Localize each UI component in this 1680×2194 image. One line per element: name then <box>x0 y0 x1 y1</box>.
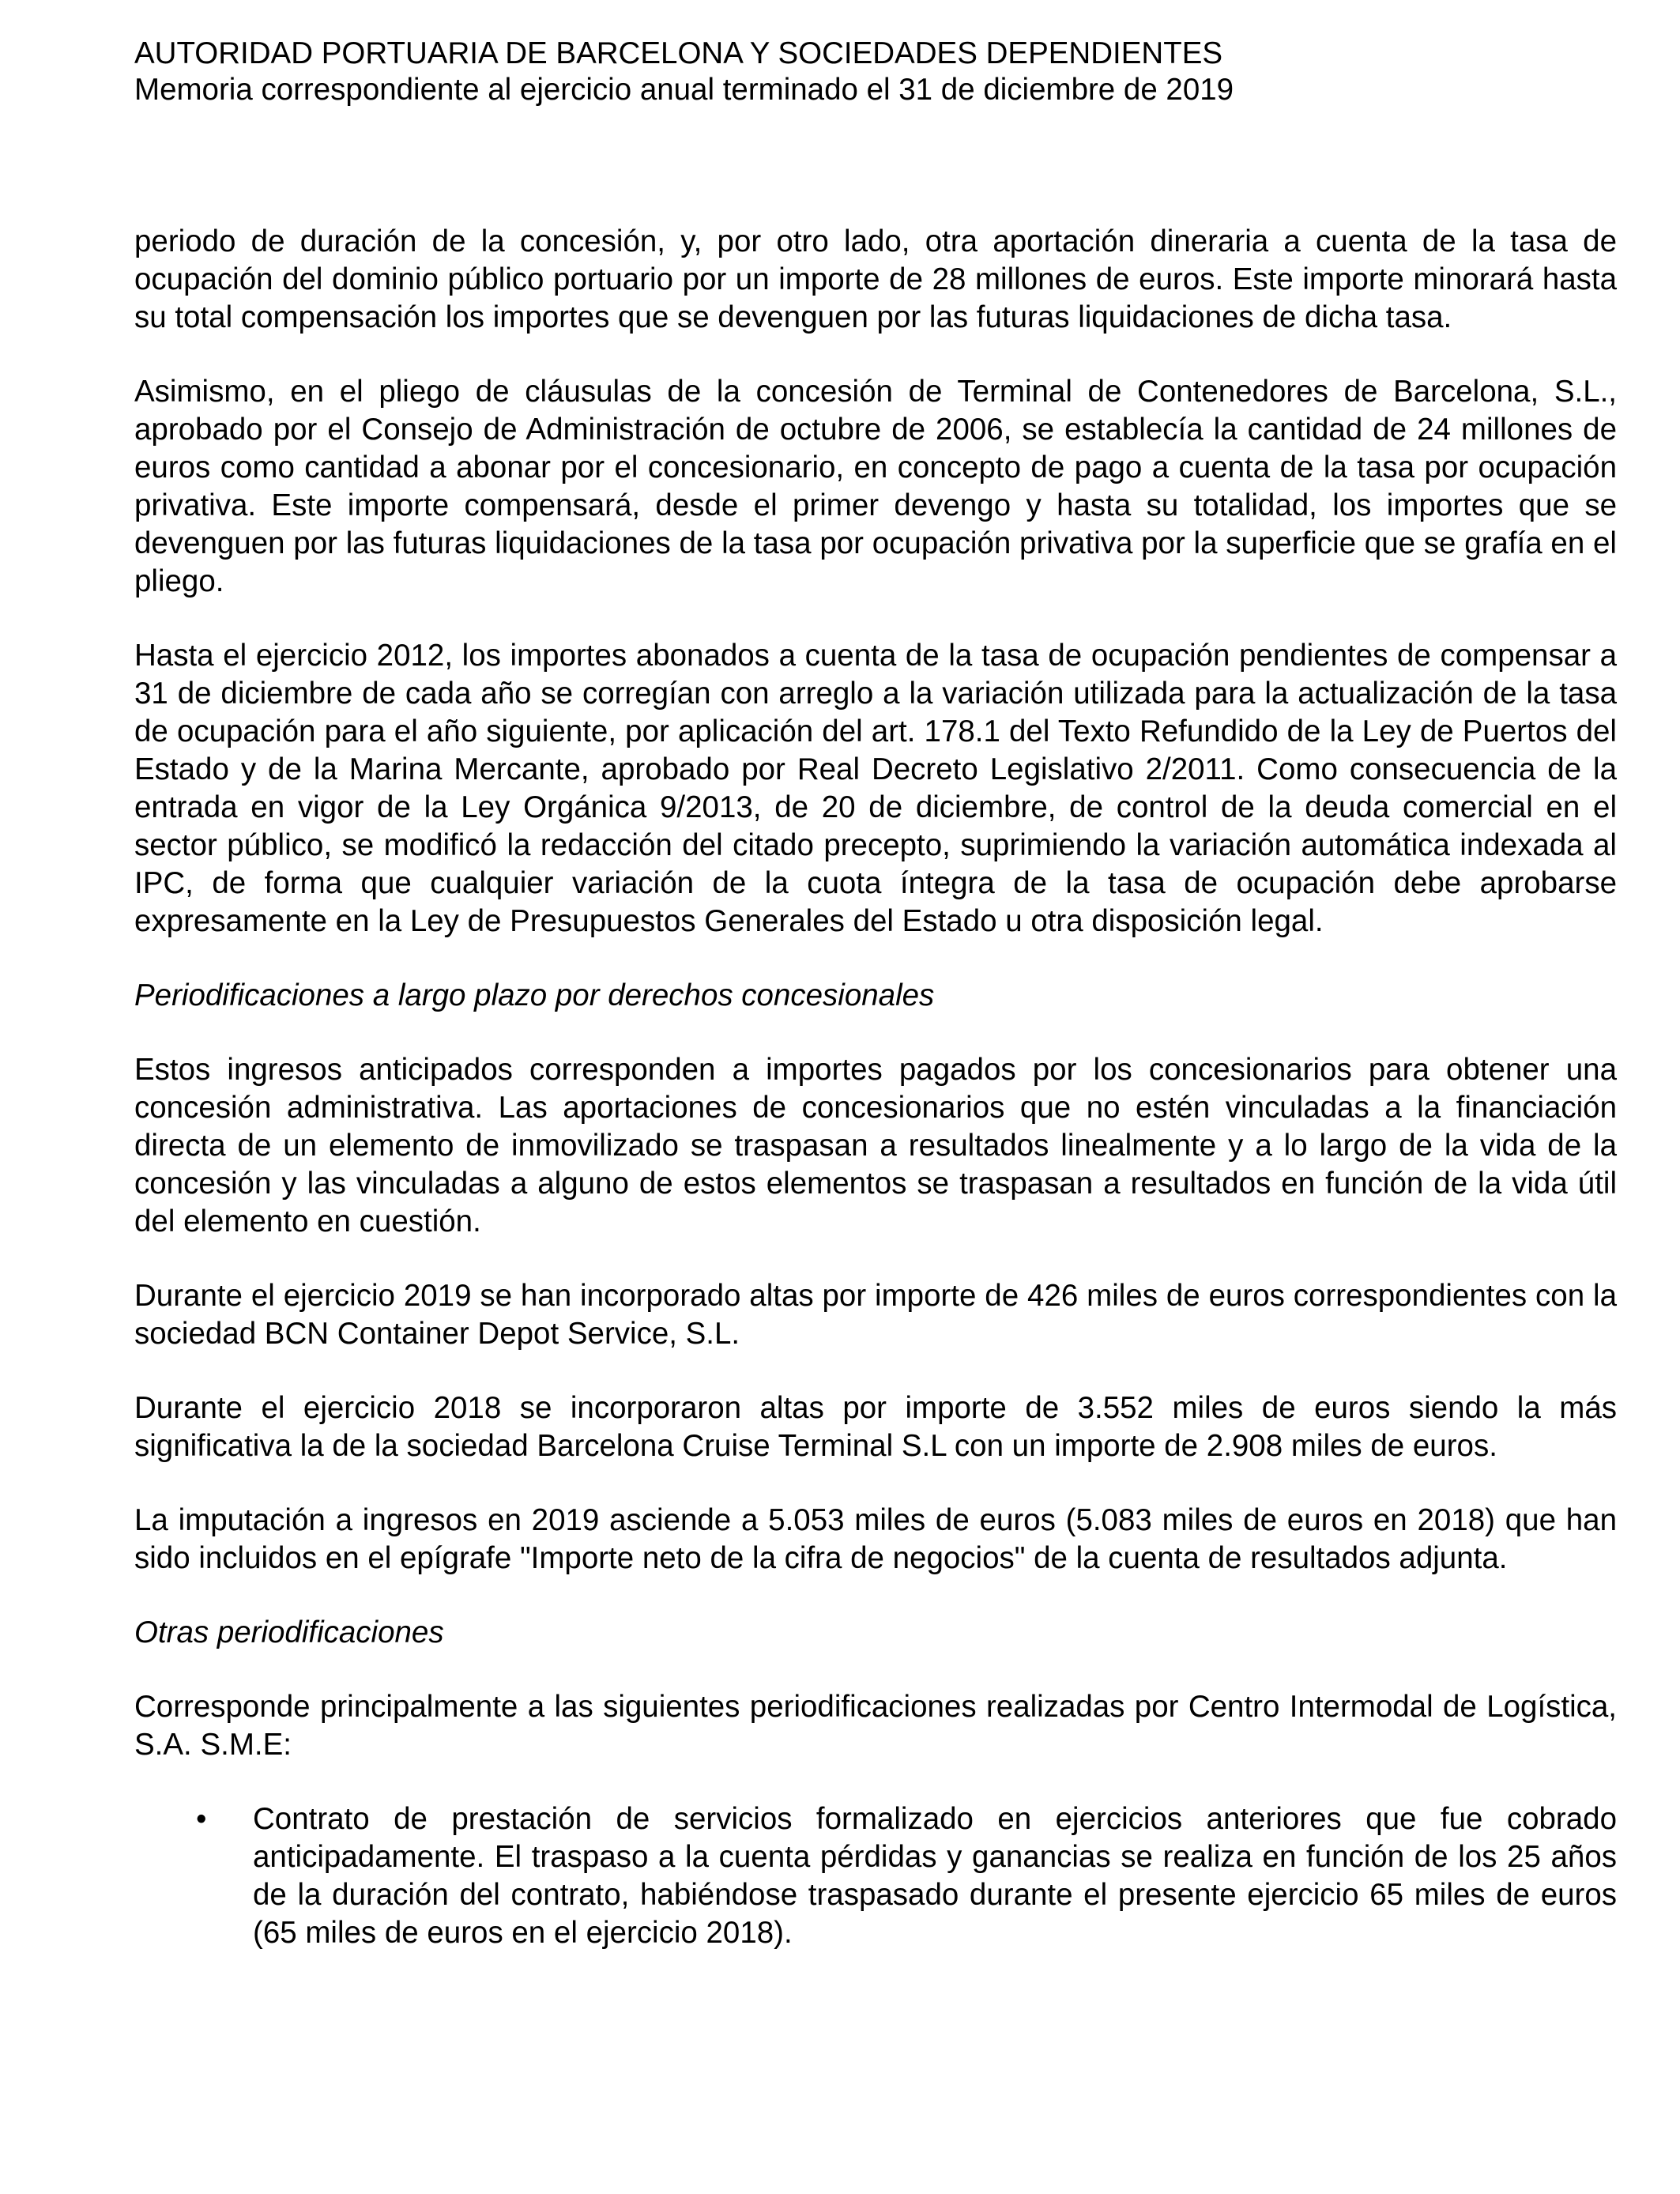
document-body <box>134 223 1617 1952</box>
page-header <box>134 36 1617 108</box>
paragraph-ejercicio-2019-altas: Durante el ejercicio 2019 se han incorporado altas por importe de 426 miles de euros correspondientes con la sociedad BCN Container Depot Service, S.L. <box>134 1279 1617 1351</box>
paragraph-ingresos-anticipados: Estos ingresos anticipados corresponden a importes pagados por los concesionarios para obtener una concesión administrativa. Las aportaciones de concesionarios que no estén vinculadas a la financiación directa de un elemento de inmovilizado se traspasan a resultados linealmente y a lo largo de la vida de la concesión y las vinculadas a alguno de estos elementos se traspasan a resultados en función de la vida útil del elemento en cuestión. <box>134 1053 1617 1238</box>
paragraph-terminal-contenedores: Asimismo, en el pliego de cláusulas de la concesión de Terminal de Contenedores de Barcelona, S.L., aprobado por el Consejo de Administración de octubre de 2006, se establecía la cantidad de 24 millones de euros como cantidad a abonar por el concesionario, en concepto de pago a cuenta de la tasa por ocupación privativa. Este importe compensará, desde el primer devengo y hasta su totalidad, los importes que se devenguen por las futuras liquidaciones de la tasa por ocupación privativa por la superficie que se grafía en el pliego. <box>134 375 1617 598</box>
section-heading-derechos-concesionales: Periodificaciones a largo plazo por derechos concesionales <box>134 978 935 1012</box>
paragraph-ejercicio-2012: Hasta el ejercicio 2012, los importes abonados a cuenta de la tasa de ocupación pendientes de compensar a 31 de diciembre de cada año se corregían con arreglo a la variación utilizada para la actualización de la tasa de ocupación para el año siguiente, por aplicación del art. 178.1 del Texto Refundido de la Ley de Puertos del Estado y de la Marina Mercante, aprobado por Real Decreto Legislativo 2/2011. Como consecuencia de la entrada en vigor de la Ley Orgánica 9/2013, de 20 de diciembre, de control de la deuda comercial en el sector público, se modificó la redacción del citado precepto, suprimiendo la variación automática indexada al IPC, de forma que cualquier variación de la cuota íntegra de la tasa de ocupación debe aprobarse expresamente en la Ley de Presupuestos Generales del Estado u otra disposición legal. <box>134 639 1617 938</box>
paragraph-imputacion-ingresos: La imputación a ingresos en 2019 asciende a 5.053 miles de euros (5.083 miles de euros en 2018) que han sido incluidos en el epígrafe "Importe neto de la cifra de negocios" de la cuenta de resultados adjunta. <box>134 1503 1617 1575</box>
paragraph-concession-period: periodo de duración de la concesión, y, por otro lado, otra aportación dineraria a cuenta de la tasa de ocupación del dominio público portuario por un importe de 28 millones de euros. Este importe minorará hasta su total compensación los importes que se devenguen por las futuras liquidaciones de dicha tasa. <box>134 224 1617 334</box>
bullet-list <box>134 1800 1617 1952</box>
list-item <box>134 1800 1617 1952</box>
paragraph-ejercicio-2018-altas: Durante el ejercicio 2018 se incorporaron altas por importe de 3.552 miles de euros siendo la más significativa la de la sociedad Barcelona Cruise Terminal S.L con un importe de 2.908 miles de euros. <box>134 1391 1617 1463</box>
paragraph-centro-intermodal: Corresponde principalmente a las siguientes periodificaciones realizadas por Centro Intermodal de Logística, S.A. S.M.E: <box>134 1690 1617 1762</box>
list-item-text: Contrato de prestación de servicios formalizado en ejercicios anteriores que fue cobrado anticipadamente. El traspaso a la cuenta pérdidas y ganancias se realiza en función de los 25 años de la duración del contrato, habiéndose traspasado durante el presente ejercicio 65 miles de euros (65 miles de euros en el ejercicio 2018). <box>253 1802 1617 1950</box>
section-heading-otras-periodificaciones: Otras periodificaciones <box>134 1615 444 1649</box>
header-report-title: Memoria correspondiente al ejercicio anual terminado el 31 de diciembre de 2019 <box>134 73 1234 107</box>
header-entity-name: AUTORIDAD PORTUARIA DE BARCELONA Y SOCIEDADES DEPENDIENTES <box>134 36 1223 70</box>
bullet-icon: • <box>196 1802 207 1836</box>
